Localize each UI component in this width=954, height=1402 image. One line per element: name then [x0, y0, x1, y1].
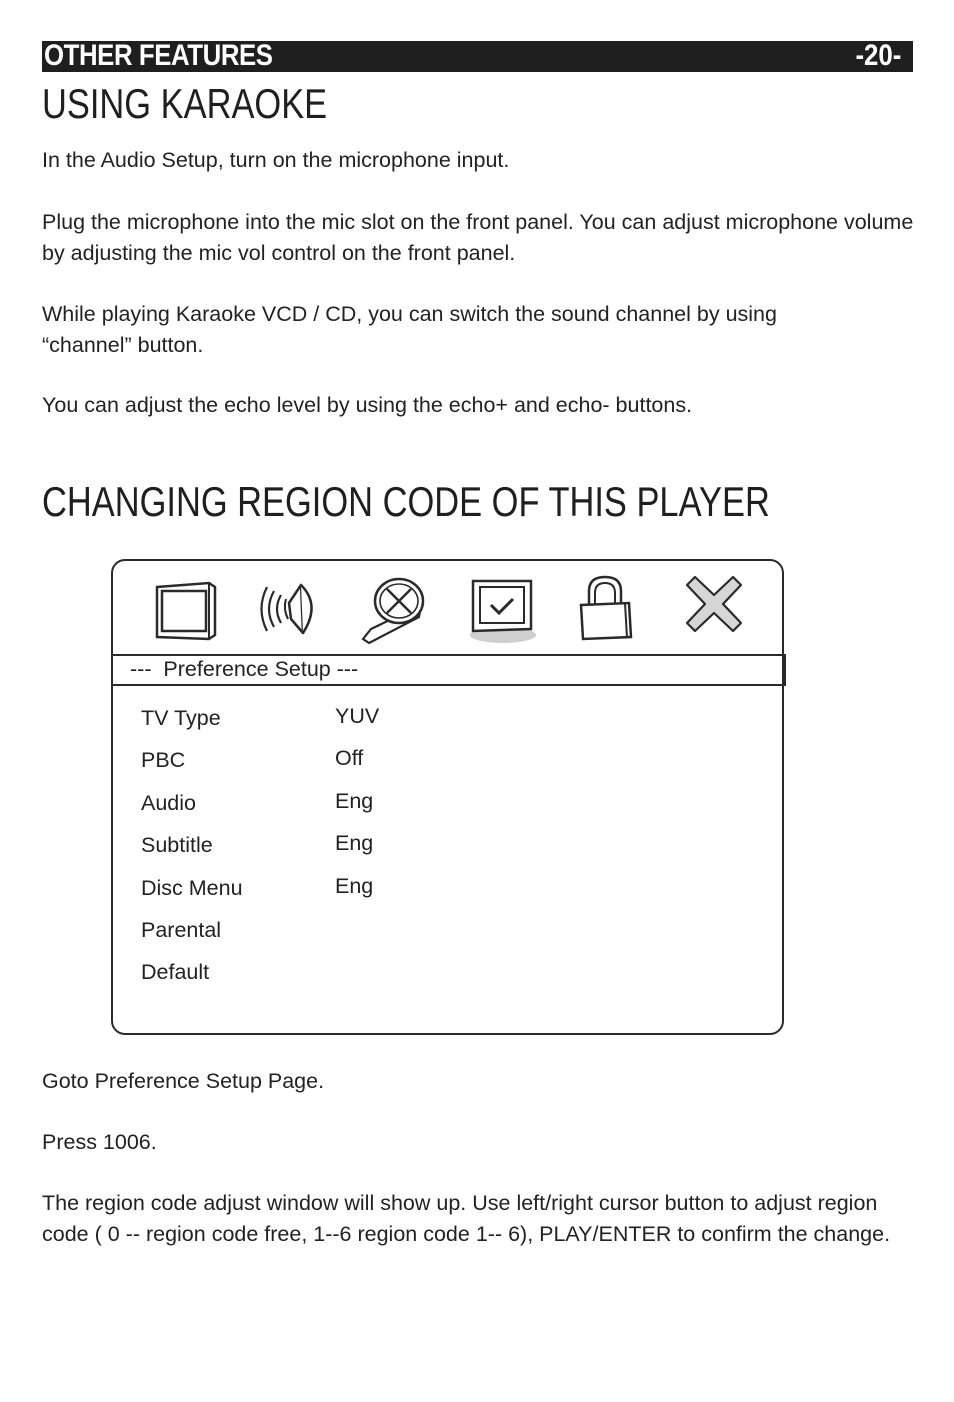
menu-row-label: PBC [141, 748, 186, 772]
karaoke-paragraph: While playing Karaoke VCD / CD, you can switch the sound channel by using “channel” button. [42, 302, 777, 357]
menu-row-value: Eng [335, 789, 374, 813]
menu-row-default[interactable] [113, 960, 782, 990]
menu-row-parental[interactable] [113, 918, 782, 948]
menu-row-label: Subtitle [141, 833, 213, 857]
region-paragraph: Goto Preference Setup Page. [42, 1069, 325, 1093]
region-paragraph: The region code adjust window will show up. Use left/right cursor button to adjust region code ( 0 -- region code free, 1--6 region code 1-- 6), PLAY/ENTER to confirm the change. [42, 1191, 891, 1246]
checkbox-icon[interactable] [465, 575, 545, 647]
lock-icon[interactable] [575, 575, 637, 643]
menu-row-value: Eng [335, 831, 374, 855]
preference-setup-menu [111, 559, 784, 1035]
karaoke-paragraph: In the Audio Setup, turn on the microphone input. [42, 148, 510, 172]
menu-row-label: Default [141, 960, 210, 984]
region-heading: CHANGING REGION CODE OF THIS PLAYER [42, 478, 770, 525]
menu-row-label: TV Type [141, 706, 221, 730]
menu-row-pbc[interactable] [113, 748, 782, 778]
tv-icon[interactable] [153, 575, 219, 641]
menu-row-value: Eng [335, 874, 374, 898]
disc-icon[interactable] [361, 575, 431, 645]
menu-row-tv-type[interactable] [113, 706, 782, 736]
menu-row-subtitle[interactable] [113, 833, 782, 863]
page-number: -20- [855, 39, 901, 72]
exit-x-icon[interactable] [685, 575, 743, 633]
section-header-bar [42, 41, 913, 72]
menu-row-value: Off [335, 746, 364, 770]
setup-icon-row [113, 561, 782, 656]
menu-row-label: Disc Menu [141, 876, 243, 900]
menu-row-value: YUV [335, 704, 380, 728]
menu-row-disc-menu[interactable] [113, 876, 782, 906]
region-paragraph: Press 1006. [42, 1130, 157, 1154]
karaoke-heading: USING KARAOKE [42, 80, 328, 127]
karaoke-paragraph: You can adjust the echo level by using the echo+ and echo- buttons. [42, 393, 693, 417]
menu-row-label: Parental [141, 918, 222, 942]
karaoke-paragraph: Plug the microphone into the mic slot on the front panel. You can adjust microphone volume by adjusting the mic vol control on the front panel. [42, 210, 914, 265]
section-title: OTHER FEATURES [44, 39, 273, 72]
menu-row-label: Audio [141, 791, 196, 815]
menu-row-audio[interactable] [113, 791, 782, 821]
speaker-icon[interactable] [259, 575, 329, 641]
menu-title-bar [111, 654, 786, 686]
menu-title: --- Preference Setup --- [130, 657, 359, 681]
